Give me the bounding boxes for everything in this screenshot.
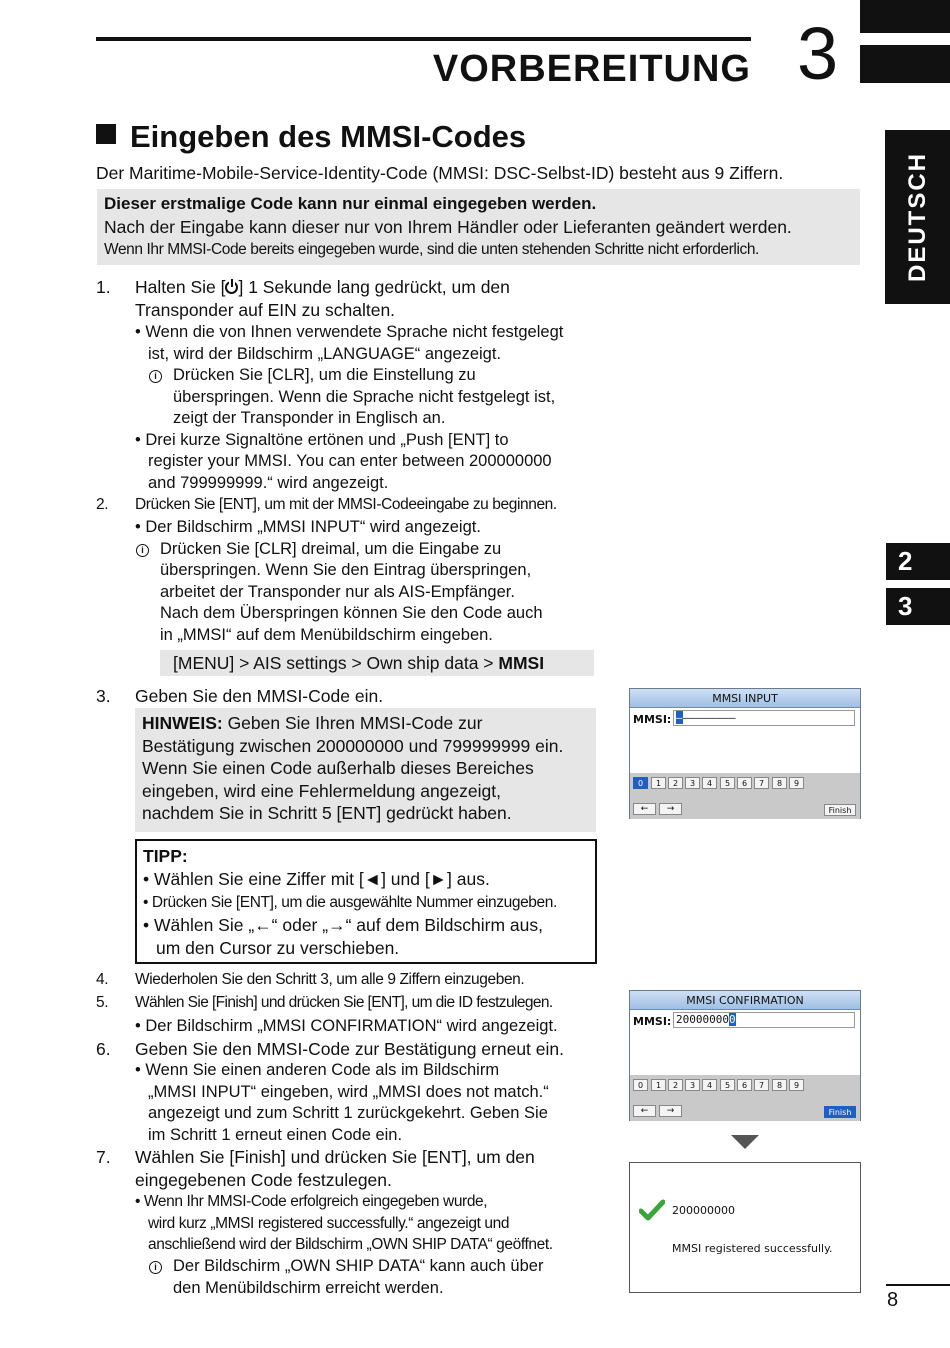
input-value: 20000000 [676, 1013, 729, 1026]
bullet-text: ist, wird der Bildschirm „LANGUAGE“ angezeigt. [148, 345, 502, 363]
key-5[interactable]: 5 [720, 1079, 735, 1091]
checkmark-icon [639, 1199, 665, 1221]
section-heading-text: Eingeben des MMSI-Codes [130, 119, 527, 154]
input-cursor: – [676, 711, 683, 724]
language-tab [885, 130, 950, 304]
finish-button[interactable]: Finish [824, 804, 856, 816]
mmsi-input-screen [629, 688, 861, 819]
notice-line: Nach der Eingabe kann dieser nur von Ihrem Händler oder Lieferanten geändert werden. [104, 217, 792, 237]
hinweis-label: HINWEIS: [142, 713, 223, 733]
step-text: eingegebenen Code festzulegen. [135, 1170, 392, 1190]
tipp-box [135, 839, 597, 964]
key-3[interactable]: 3 [685, 1079, 700, 1091]
key-6[interactable]: 6 [737, 1079, 752, 1091]
bullet-text: anschließend wird der Bildschirm „OWN SHIP DATA“ geöffnet. [148, 1236, 553, 1253]
key-4[interactable]: 4 [702, 777, 717, 789]
down-arrow-icon [731, 1135, 759, 1149]
hinweis-box [135, 708, 596, 832]
page-number-rule [886, 1284, 950, 1286]
mmsi-input-field[interactable] [673, 710, 855, 726]
info-icon: i [136, 544, 149, 557]
info-icon: i [149, 370, 162, 383]
info-text: überspringen. Wenn die Sprache nicht festgelegt ist, [173, 388, 556, 406]
step-number: 1. [96, 277, 111, 297]
info-text: Drücken Sie [CLR] dreimal, um die Eingabe zu [160, 540, 502, 558]
key-4[interactable]: 4 [702, 1079, 717, 1091]
bullet-text: wird kurz „MMSI registered successfully.“ angezeigt und [148, 1215, 510, 1232]
tipp-label: TIPP: [143, 846, 188, 866]
thumb-index-bar [860, 0, 950, 33]
hinweis-line [142, 712, 589, 735]
language-tab-label: DEUTSCH [903, 151, 931, 283]
step-number: 3. [96, 686, 111, 706]
tipp-line: um den Cursor zu verschieben. [156, 938, 400, 958]
notice-bold: Dieser erstmalige Code kann nur einmal eingegeben werden. [104, 194, 597, 213]
step-text: Geben Sie den MMSI-Code ein. [135, 686, 384, 706]
info-text: in „MMSI“ auf dem Menübildschirm eingeben. [160, 626, 493, 644]
notice-box [97, 189, 860, 265]
step-number: 7. [96, 1147, 111, 1167]
step-number: 5. [96, 994, 109, 1011]
input-value: –––––––– [682, 711, 736, 724]
mmsi-success-screen [629, 1162, 861, 1293]
step-number: 4. [96, 971, 109, 988]
bullet-text: • Drei kurze Signaltöne ertönen und „Push [ENT] to [135, 431, 509, 449]
thumb-index-bar [860, 45, 950, 83]
intro-text: Der Maritime-Mobile-Service-Identity-Code (MMSI: DSC-Selbst-ID) besteht aus 9 Ziffern. [96, 163, 784, 183]
key-3[interactable]: 3 [685, 777, 700, 789]
info-text: zeigt der Transponder in Englisch an. [173, 409, 446, 427]
mmsi-label: MMSI: [633, 713, 672, 726]
hinweis-line: Wenn Sie einen Code außerhalb dieses Bereiches [142, 758, 534, 779]
key-2[interactable]: 2 [668, 777, 683, 789]
menu-path-text: [MENU] > AIS settings > Own ship data > [173, 653, 499, 673]
bullet-text: and 799999999.“ wird angezeigt. [148, 474, 389, 492]
key-7[interactable]: 7 [754, 777, 769, 789]
cursor-right-button[interactable]: → [659, 803, 682, 815]
bullet-text: • Der Bildschirm „MMSI CONFIRMATION“ wird angezeigt. [135, 1017, 558, 1035]
info-line [149, 1255, 162, 1277]
step-text: Drücken Sie [ENT], um mit der MMSI-Codeeingabe zu beginnen. [135, 496, 557, 513]
key-1[interactable]: 1 [651, 1079, 666, 1091]
chapter-number: 3 [797, 12, 839, 95]
info-icon: i [149, 1261, 162, 1274]
power-icon [225, 281, 238, 294]
key-9[interactable]: 9 [789, 1079, 804, 1091]
info-line [149, 364, 162, 386]
tipp-line: • Drücken Sie [ENT], um die ausgewählte Nummer einzugeben. [143, 894, 557, 911]
header-rule [96, 37, 751, 41]
key-0[interactable]: 0 [633, 1079, 648, 1091]
key-9[interactable]: 9 [789, 777, 804, 789]
page-number: 8 [887, 1289, 899, 1311]
key-5[interactable]: 5 [720, 777, 735, 789]
success-mmsi-value: 200000000 [672, 1204, 735, 1217]
keypad-panel [630, 1075, 860, 1121]
step-text-part: Halten Sie [ [135, 277, 226, 297]
cursor-left-button[interactable]: ← [633, 1105, 656, 1117]
screen-title: MMSI CONFIRMATION [630, 991, 860, 1010]
key-1[interactable]: 1 [651, 777, 666, 789]
chapter-tab-2: 2 [886, 543, 950, 580]
input-cursor: 0 [728, 1013, 736, 1026]
bullet-text: angezeigt und zum Schritt 1 zurückgekehrt. Geben Sie [148, 1104, 548, 1122]
bullet-text: register your MMSI. You can enter between 200000000 [148, 452, 552, 470]
menu-path [160, 650, 594, 676]
cursor-left-button[interactable]: ← [633, 803, 656, 815]
bullet-text: • Der Bildschirm „MMSI INPUT“ wird angezeigt. [135, 518, 481, 536]
chapter-tab-3: 3 [886, 588, 950, 625]
cursor-right-button[interactable]: → [659, 1105, 682, 1117]
info-text: Der Bildschirm „OWN SHIP DATA“ kann auch über [173, 1257, 544, 1275]
key-6[interactable]: 6 [737, 777, 752, 789]
bullet-text: im Schritt 1 erneut einen Code ein. [148, 1126, 403, 1144]
info-line [136, 538, 149, 560]
step-text: Transponder auf EIN zu schalten. [135, 300, 396, 320]
keypad-panel [630, 773, 860, 819]
step-number: 2. [96, 496, 109, 513]
bullet-text: • Wenn Sie einen anderen Code als im Bildschirm [135, 1061, 500, 1079]
tipp-line: • Wählen Sie „←“ oder „→“ auf dem Bildschirm aus, [143, 915, 544, 935]
step-text-part: ] 1 Sekunde lang gedrückt, um den [238, 277, 510, 297]
key-8[interactable]: 8 [772, 777, 787, 789]
section-heading [96, 119, 526, 155]
notice-line: Wenn Ihr MMSI-Code bereits eingegeben wurde, sind die unten stehenden Schritte nicht erforderlich. [104, 241, 759, 258]
step-text: Geben Sie den MMSI-Code zur Bestätigung erneut ein. [135, 1039, 564, 1059]
chapter-title: VORBEREITUNG [432, 48, 751, 90]
hinweis-line: Bestätigung zwischen 200000000 und 799999999 ein. [142, 735, 564, 756]
screen-title: MMSI INPUT [630, 689, 860, 708]
bullet-text: • Wenn die von Ihnen verwendete Sprache nicht festgelegt [135, 323, 564, 341]
heading-square-icon [96, 124, 116, 144]
info-text: Drücken Sie [CLR], um die Einstellung zu [173, 366, 476, 384]
success-message: MMSI registered successfully. [672, 1242, 833, 1255]
mmsi-label: MMSI: [633, 1015, 672, 1028]
key-7[interactable]: 7 [754, 1079, 769, 1091]
bullet-text: • Wenn Ihr MMSI-Code erfolgreich eingegeben wurde, [135, 1193, 488, 1210]
step-text [135, 276, 510, 298]
menu-path-bold: MMSI [498, 653, 545, 673]
hinweis-line: eingeben, wird eine Fehlermeldung angezeigt, [142, 780, 501, 801]
info-text: arbeitet der Transponder nur als AIS-Empfänger. [160, 583, 515, 601]
info-text: Nach dem Überspringen können Sie den Code auch [160, 604, 543, 622]
info-text: den Menübildschirm erreicht werden. [173, 1279, 444, 1297]
key-2[interactable]: 2 [668, 1079, 683, 1091]
info-text: überspringen. Wenn Sie den Eintrag überspringen, [160, 561, 532, 579]
bullet-text: „MMSI INPUT“ eingeben, wird „MMSI does not match.“ [148, 1083, 549, 1101]
step-number: 6. [96, 1039, 111, 1059]
mmsi-confirm-field[interactable] [673, 1012, 855, 1028]
finish-button[interactable]: Finish [824, 1106, 856, 1118]
key-8[interactable]: 8 [772, 1079, 787, 1091]
hinweis-line: nachdem Sie in Schritt 5 [ENT] gedrückt haben. [142, 803, 512, 824]
mmsi-confirmation-screen [629, 990, 861, 1121]
step-text: Wiederholen Sie den Schritt 3, um alle 9 Ziffern einzugeben. [135, 971, 525, 988]
tipp-line: • Wählen Sie eine Ziffer mit [◄] und [►] aus. [143, 869, 490, 889]
step-text: Wählen Sie [Finish] und drücken Sie [ENT], um den [135, 1147, 535, 1167]
hinweis-text: Geben Sie Ihren MMSI-Code zur [222, 713, 483, 733]
step-text: Wählen Sie [Finish] und drücken Sie [ENT], um die ID festzulegen. [135, 994, 553, 1011]
key-0[interactable]: 0 [633, 777, 648, 789]
